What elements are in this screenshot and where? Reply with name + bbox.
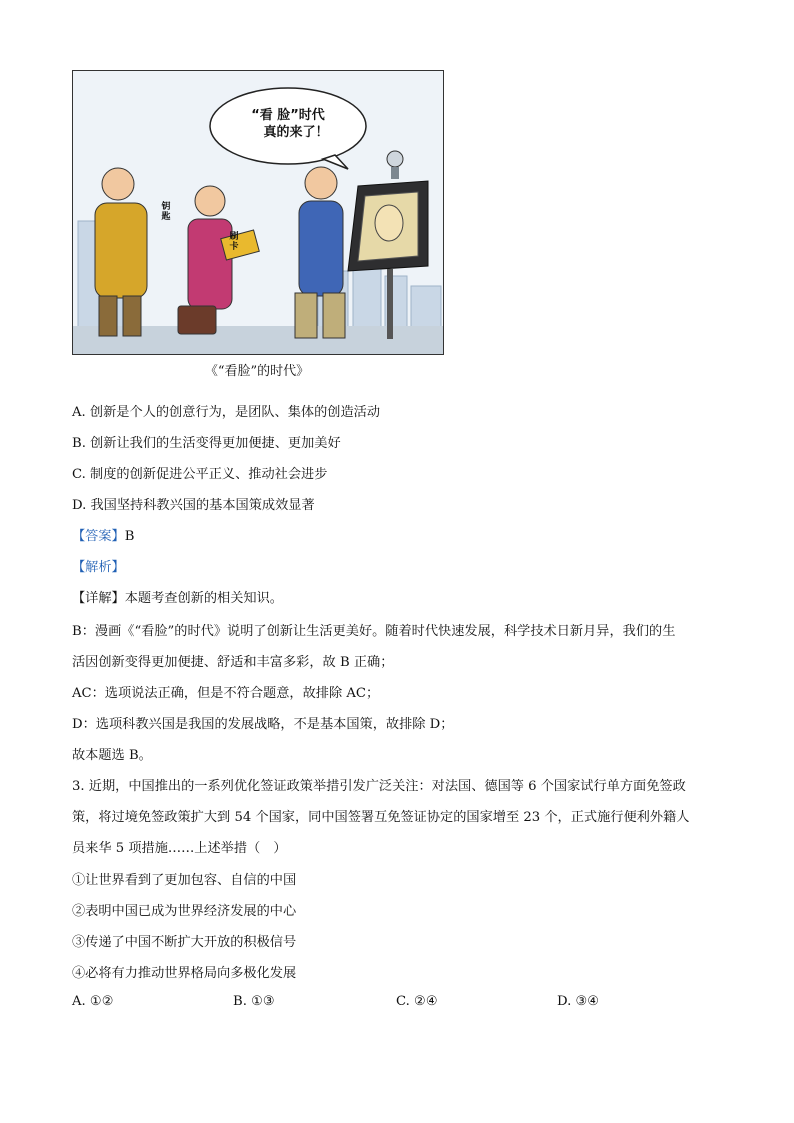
- analysis-label: 【解析】: [72, 560, 125, 575]
- q2-option-a: A. 创新是个人的创意行为，是团队、集体的创造活动: [72, 405, 381, 420]
- key-tag: 钥匙: [161, 202, 171, 222]
- q3-item-3: ③传递了中国不断扩大开放的积极信号: [72, 935, 297, 950]
- q3-item-1: ①让世界看到了更加包容、自信的中国: [72, 873, 297, 888]
- q2-option-d: D. 我国坚持科教兴国的基本国策成效显著: [72, 498, 315, 513]
- q3-choice-c: C. ②④: [396, 994, 438, 1009]
- answer-line: [72, 525, 134, 544]
- q3-item-2: ②表明中国已成为世界经济发展的中心: [72, 904, 297, 919]
- card-tag: 刷卡: [229, 232, 239, 252]
- q3-item-4: ④必将有力推动世界格局向多极化发展: [72, 966, 297, 981]
- q3-choice-a: A. ①②: [72, 994, 114, 1009]
- explain-line-3: AC：选项说法正确，但是不符合题意，故排除 AC；: [72, 686, 380, 701]
- explain-line-4: D：选项科教兴国是我国的发展战略，不是基本国策，故排除 D；: [72, 717, 454, 732]
- answer-label: 【答案】: [72, 529, 125, 544]
- q2-option-b: B. 创新让我们的生活变得更加便捷、更加美好: [72, 436, 341, 451]
- detail-line: [72, 587, 283, 606]
- q2-option-c: C. 制度的创新促进公平正义、推动社会进步: [72, 467, 328, 482]
- q3-stem-line-3: 员来华 5 项措施……上述举措（ ）: [72, 841, 287, 856]
- detail-label: 【详解】: [72, 591, 125, 606]
- answer-value: B: [124, 529, 135, 544]
- explain-line-2: 活因创新变得更加便捷、舒适和丰富多彩，故 B 正确；: [72, 655, 394, 670]
- q3-stem-line-1: 3. 近期，中国推出的一系列优化签证政策举措引发广泛关注：对法国、德国等 6 个国家试行单方面免签政: [72, 779, 686, 794]
- q3-choice-d: D. ③④: [557, 994, 600, 1009]
- q3-choice-b: B. ①③: [233, 994, 275, 1009]
- figure-caption: 《“看脸”的时代》: [204, 364, 310, 379]
- explain-line-1: B：漫画《“看脸”的时代》说明了创新让生活更美好。随着时代快速发展，科学技术日新月异，我们的生: [72, 624, 676, 639]
- cartoon-figure: [72, 70, 444, 355]
- speech-line-2: 真的来了！: [263, 125, 329, 140]
- detail-text: 本题考查创新的相关知识。: [124, 591, 283, 606]
- speech-line-1: “看 脸”时代: [251, 108, 325, 123]
- explain-line-5: 故本题选 B。: [72, 748, 152, 763]
- q3-stem-line-2: 策，将过境免签政策扩大到 54 个国家，同中国签署互免签证协定的国家增至 23 个，正式施行便利外籍人: [72, 810, 690, 825]
